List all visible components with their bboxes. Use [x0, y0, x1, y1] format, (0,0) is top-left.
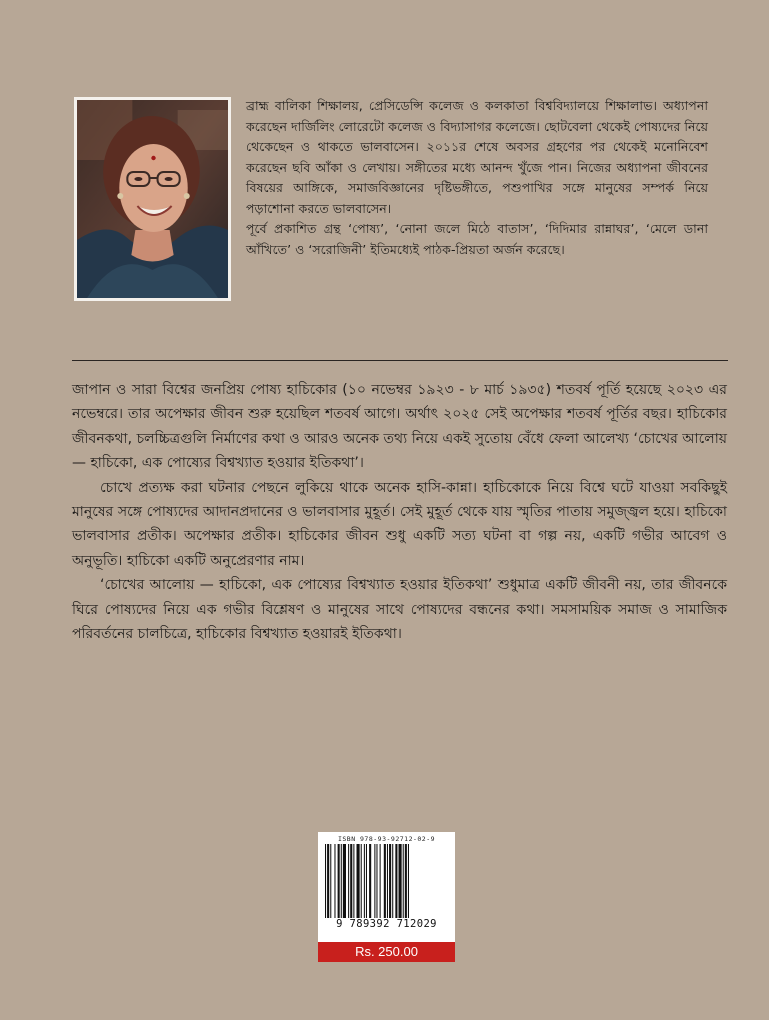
barcode-bar — [350, 844, 352, 918]
barcode-bar — [392, 844, 393, 918]
barcode-bar — [327, 844, 329, 918]
author-portrait-image — [77, 100, 228, 298]
barcode-bar — [399, 844, 402, 918]
barcode-bar — [353, 844, 354, 918]
book-blurb — [72, 378, 727, 646]
barcode-bar — [348, 844, 349, 918]
barcode-bar — [387, 844, 388, 918]
author-bio-paragraph: ব্রাহ্ম বালিকা শিক্ষালয়, প্রেসিডেন্সি কলেজ ও কলকাতা বিশ্ববিদ্যালয়ে শিক্ষালাভ। অধ্যাপনা করেছেন দার্জিলিং লোরেটো কলেজ ও বিদ্যাসাগর কলেজে। ছোটবেলা থেকেই পোষ্যদের নিয়ে থেকেছেন ও থাকতে ভালবাসেন। ২০১১র শেষে অবসর গ্রহণের পর থেকেই মনোনিবেশ করেছেন ছবি আঁকা ও লেখায়। সঙ্গীতের মধ্যে আনন্দ খুঁজে পান। নিজের অধ্যাপনা জীবনের বিষয়ের আঙ্গিকে, সমাজবিজ্ঞানের দৃষ্টিভঙ্গীতে, পশুপাখির সঙ্গে মানুষের সম্পর্ক নিয়ে পড়াশোনা করতে ভালবাসেন। — [246, 98, 709, 216]
barcode-bar — [330, 844, 331, 918]
barcode-bar — [357, 844, 360, 918]
isbn-label: ISBN 978-93-92712-02-9 — [337, 835, 436, 843]
author-bio-previous-works: পূর্বে প্রকাশিত গ্রন্থ ‘পোষ্য’, ‘নোনা জলে মিঠে বাতাস’, ‘দিদিমার রান্নাঘর’, ‘মেলে ডানা আঁখিতে’ ও ‘সরোজিনী’ ইতিমধ্যেই পাঠক-প্রিয়তা অর্জন করেছে। — [246, 221, 708, 257]
author-photo — [74, 97, 231, 301]
barcode-bar — [405, 844, 407, 918]
blurb-paragraph-1: জাপান ও সারা বিশ্বের জনপ্রিয় পোষ্য হাচিকোর (১০ নভেম্বর ১৯২৩ - ৮ মার্চ ১৯৩৫) শতবর্ষ পূর্তি হয়েছে ২০২৩ এর নভেম্বরে। তার অপেক্ষার জীবন শুরু হয়েছিল শতবর্ষ আগে। অর্থাৎ ২০২৫ সেই অপেক্ষার শতবর্ষ পূর্তির বছর। হাচিকোর জীবনকথা, চলচ্চিত্রগুলি নির্মাণের কথা ও আরও অনেক তথ্য নিয়ে একই সুতোয় বেঁধে ফেলা আলেখ্য ‘চোখের আলোয় — হাচিকো, এক পোষ্যের বিশ্বখ্যাত হওয়ার ইতিকথা’। — [72, 382, 727, 472]
barcode-bar — [338, 844, 340, 918]
barcode-bar — [395, 844, 397, 918]
barcode-bar — [403, 844, 404, 918]
barcode-bar — [380, 844, 381, 918]
barcode-bar — [341, 844, 342, 918]
price-tag: Rs. 250.00 — [318, 942, 455, 962]
barcode-bars — [322, 844, 451, 918]
barcode-bar — [364, 844, 365, 918]
barcode-bar — [374, 844, 375, 918]
blurb-paragraph-2: চোখে প্রত্যক্ষ করা ঘটনার পেছনে লুকিয়ে থাকে অনেক হাসি-কান্না। হাচিকোকে নিয়ে বিশ্বে ঘটে যাওয়া সবকিছুই মানুষের সঙ্গে পোষ্যদের আদানপ্রদানের ও ভালবাসার মুহূর্ত। সেই মুহূর্ত থেকে যায় স্মৃতির পাতায় সমুজ্জ্বল হয়ে। হাচিকো ভালবাসার প্রতীক। অপেক্ষার প্রতীক। হাচিকোর জীবন শুধু একটি সত্য ঘটনা বা গল্প নয়, একটি গভীর আবেগ ও অনুভূতি। হাচিকো একটি অনুপ্রেরণার নাম। — [72, 479, 727, 569]
barcode-bar — [343, 844, 346, 918]
section-divider — [72, 360, 728, 361]
barcode-bar — [389, 844, 391, 918]
barcode-bar — [366, 844, 367, 918]
barcode-bar — [408, 844, 409, 918]
author-bio — [246, 96, 708, 260]
barcode-bar — [361, 844, 362, 918]
isbn-barcode — [318, 832, 455, 942]
barcode-bar — [384, 844, 386, 918]
barcode-bar — [376, 844, 377, 918]
barcode-bar — [334, 844, 335, 918]
barcode-bar — [369, 844, 371, 918]
barcode-bar — [325, 844, 326, 918]
isbn-digits: 9 789392 712029 — [336, 918, 437, 930]
blurb-paragraph-3: ‘চোখের আলোয় — হাচিকো, এক পোষ্যের বিশ্বখ্যাত হওয়ার ইতিকথা’ শুধুমাত্র একটি জীবনী নয়, তার জীবনকে ঘিরে পোষ্যদের নিয়ে এক গভীর বিশ্লেষণ ও মানুষের সাথে পোষ্যদের বন্ধনের কথা। সমসাময়িক সমাজ ও সামাজিক পরিবর্তনের চালচিত্রে, হাচিকোর বিশ্বখ্যাত হওয়ারই ইতিকথা। — [72, 577, 727, 643]
